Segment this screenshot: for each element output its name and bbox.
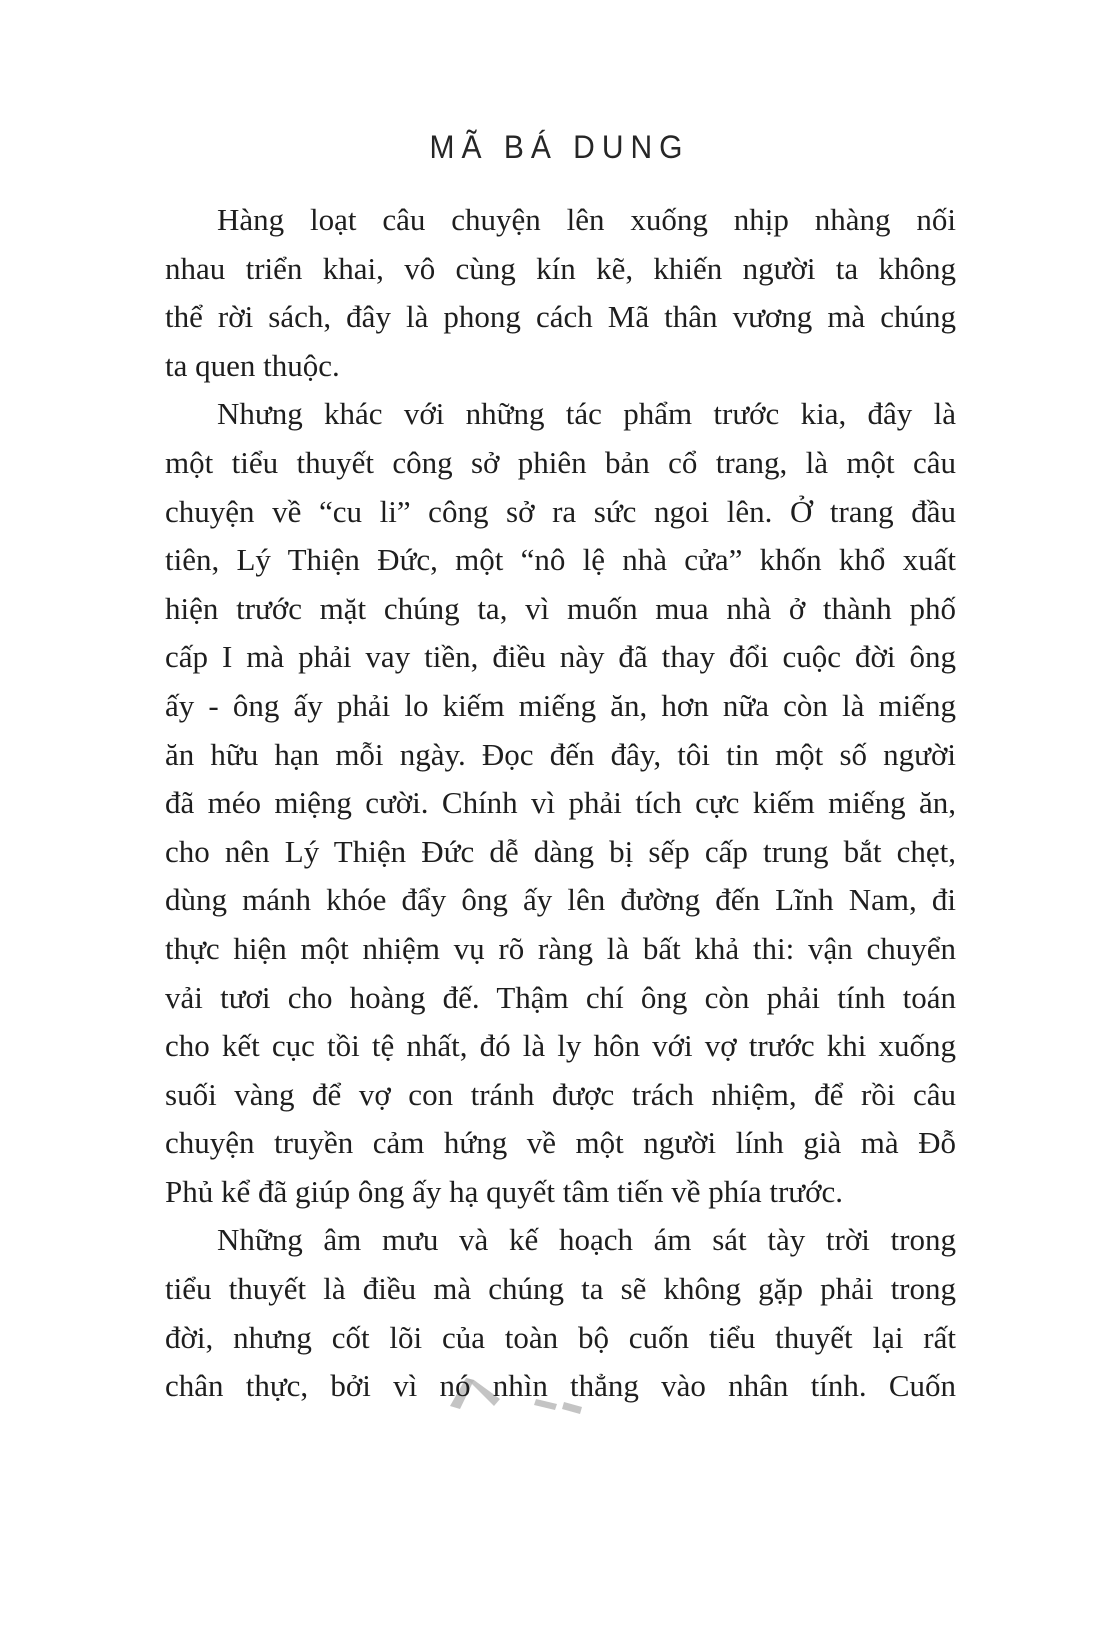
text-line: chuyện về “cu li” công sở ra sức ngoi lên. Ở trang đầu [165,493,956,529]
text-line: đã méo miệng cười. Chính vì phải tích cực kiếm miếng ăn, [165,785,956,821]
text-line: thể rời sách, đây là phong cách Mã thân vương mà chúng [165,299,956,335]
text-line: thực hiện một nhiệm vụ rõ ràng là bất khả thi: vận chuyển [165,930,956,966]
text-line: tiên, Lý Thiện Đức, một “nô lệ nhà cửa” khốn khổ xuất [165,542,956,578]
text-line: chân thực, bởi vì nó nhìn thẳng vào nhân tính. Cuốn [165,1368,956,1404]
text-line: một tiểu thuyết công sở phiên bản cổ trang, là một câu [165,444,956,480]
page-header-author-name: MÃ BÁ DUNG [429,130,690,166]
text-line: dùng mánh khóe đẩy ông ấy lên đường đến Lĩnh Nam, đi [165,882,956,918]
text-line: suối vàng để vợ con tránh được trách nhiệm, để rồi câu [165,1076,956,1112]
text-line: ăn hữu hạn mỗi ngày. Đọc đến đây, tôi tin một số người [165,736,956,772]
text-line: ta quen thuộc. [165,347,340,383]
body-text-block [165,196,956,1411]
text-line: Hàng loạt câu chuyện lên xuống nhịp nhàng nối [217,202,956,237]
paragraph-3 [165,1216,956,1410]
text-line: hiện trước mặt chúng ta, vì muốn mua nhà ở thành phố [165,590,956,626]
text-line: cho nên Lý Thiện Đức dễ dàng bị sếp cấp trung bắt chẹt, [165,833,956,869]
text-line: nhau triển khai, vô cùng kín kẽ, khiến người ta không [165,250,956,286]
text-line: chuyện truyền cảm hứng về một người lính già mà Đỗ [165,1125,956,1161]
text-line: ấy - ông ấy phải lo kiếm miếng ăn, hơn nữa còn là miếng [165,687,956,723]
text-line: Nhưng khác với những tác phẩm trước kia, đây là [217,396,956,432]
text-line: tiểu thuyết là điều mà chúng ta sẽ không gặp phải trong [165,1271,956,1307]
text-line: cấp I mà phải vay tiền, điều này đã thay đổi cuộc đời ông [165,639,956,675]
text-line: vải tươi cho hoàng đế. Thậm chí ông còn phải tính toán [165,979,956,1015]
text-line: Những âm mưu và kế hoạch ám sát tày trời trong [217,1222,956,1258]
text-line: Phủ kể đã giúp ông ấy hạ quyết tâm tiến về phía trước. [165,1173,844,1209]
paragraph-2 [165,390,956,1216]
text-line: đời, nhưng cốt lõi của toàn bộ cuốn tiểu thuyết lại rất [165,1319,956,1355]
text-line: cho kết cục tồi tệ nhất, đó là ly hôn với vợ trước khi xuống [165,1028,956,1064]
paragraph-1 [165,196,956,390]
